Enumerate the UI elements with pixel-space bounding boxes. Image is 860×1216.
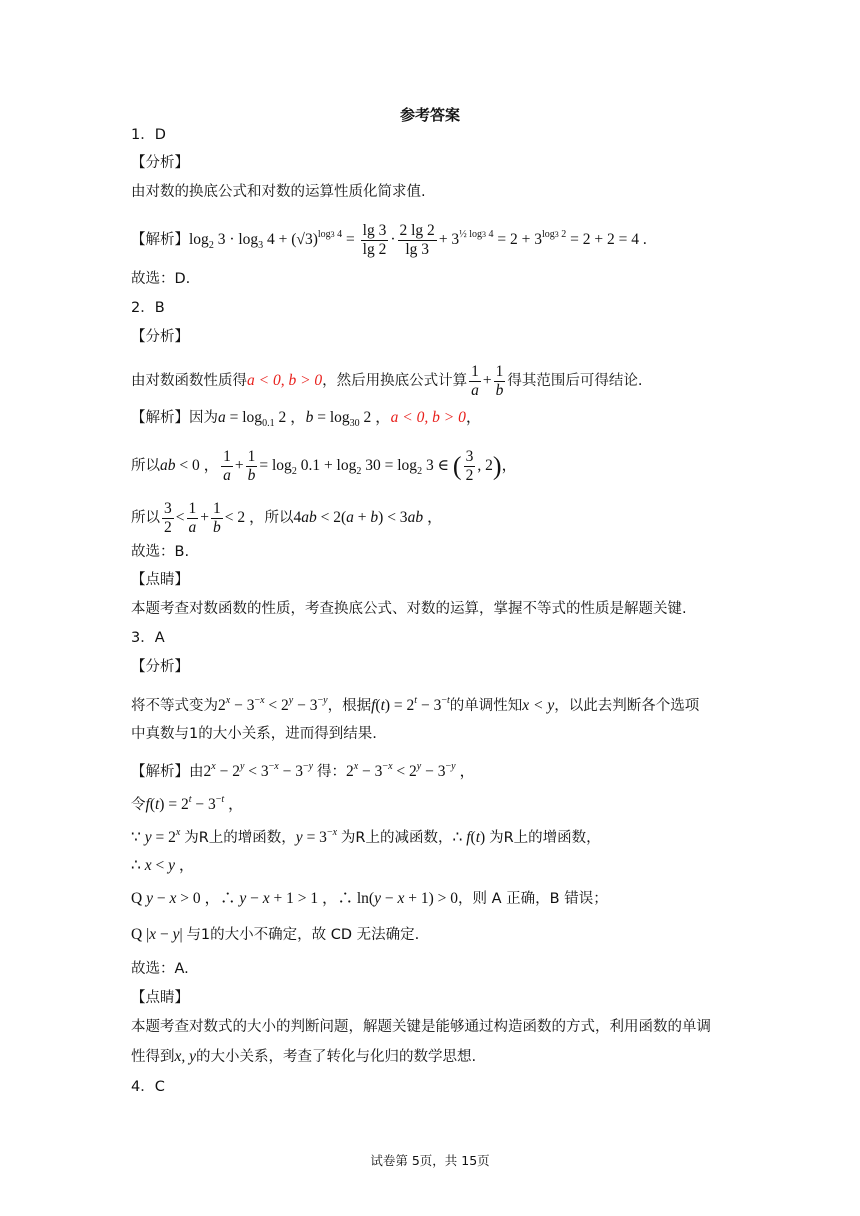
q3-solution-tag: 【解析】 bbox=[131, 764, 189, 780]
q3-solution-4: ∴ x < y ， bbox=[131, 857, 195, 874]
q3-de: 得： bbox=[316, 764, 346, 780]
q1-solution bbox=[131, 222, 731, 259]
q3-dianjing-line2a: 性得到 bbox=[131, 1049, 175, 1065]
q2-analysis-part-c: 得其范围后可得结论. bbox=[507, 373, 643, 390]
q1-choose: 故选：D. bbox=[131, 271, 191, 287]
q3-solution-6: Q |x − y| 与1的大小不确定，故 CD 无法确定. bbox=[131, 926, 420, 943]
q3-dec-text: 为R上的减函数， bbox=[340, 830, 453, 846]
q2-red-condition: a < 0, b > 0 bbox=[247, 372, 323, 390]
q3-analysis-part-a: 将不等式变为 bbox=[131, 698, 218, 714]
q3-choose: 故选：A. bbox=[131, 961, 189, 977]
q1-formula: $\log_2 3 \cdot \log_3 4 + (√3)^{log3 4}$ = $\frac{\lg 3}{\lg 2}$ · $\frac{2 \lg 2}{\lg 3}$ + $3^{\frac{1}{2} log3 4} = 2 + 3^{log3 2} = 2 + 2 = 4$ . bbox=[189, 222, 647, 258]
q3-judge-text: ，则 A 正确，B 错误； bbox=[458, 891, 608, 907]
q3-analysis-2: 中真数与1的大小关系，进而得到结果. bbox=[131, 726, 377, 742]
q2-because: 因为 bbox=[189, 410, 218, 426]
q2-dianjing-text: 本题考查对数函数的性质，考查换底公式、对数的运算，掌握不等式的性质是解题关键. bbox=[131, 601, 687, 617]
q2-suoyi-2: 所以 bbox=[131, 510, 160, 527]
q2-choose: 故选：B. bbox=[131, 544, 190, 560]
q1-analysis-tag: 【分析】 bbox=[131, 155, 189, 171]
q3-analysis-tag: 【分析】 bbox=[131, 659, 189, 675]
q2-suoyi-3: 所以 bbox=[264, 510, 294, 527]
q3-ling: 令 bbox=[131, 797, 146, 813]
q3-answer: 3．A bbox=[131, 630, 165, 646]
q2-solution-tag: 【解析】 bbox=[131, 410, 189, 426]
q4-answer: 4．C bbox=[131, 1079, 165, 1095]
q3-dianjing-line2b: 的大小关系，考查了转化与化归的数学思想. bbox=[196, 1049, 477, 1065]
q3-analysis-part-d: ，以此去判断各个选项 bbox=[554, 698, 700, 714]
q2-analysis-tag: 【分析】 bbox=[131, 329, 189, 345]
q1-solution-tag: 【解析】 bbox=[131, 232, 189, 249]
q3-inc-text-2: 为R上的增函数， bbox=[489, 830, 601, 846]
page-title: 参考答案 bbox=[399, 106, 460, 124]
q2-analysis-part-b: ，然后用换底公式计算 bbox=[322, 373, 468, 390]
q3-you: 由 bbox=[189, 764, 204, 780]
q3-analysis-part-b: ，根据 bbox=[327, 698, 372, 714]
q3-analysis-part-c: 的单调性知 bbox=[449, 698, 523, 714]
q3-solution-1: 【解析】由$2^x - 2^y < 3^{-x} - 3^{-y}$ 得：$2^x - 3^{-x} < 2^y - 3^{-y}$ ， bbox=[131, 761, 475, 780]
q2-frac-sum: $\frac{1}{a}$ + $\frac{1}{b}$ bbox=[471, 363, 504, 399]
q3-dianjing-tag: 【点睛】 bbox=[131, 990, 189, 1006]
q3-dianjing-line2: 性得到x, y的大小关系，考查了转化与化归的数学思想. bbox=[131, 1048, 477, 1065]
q3-solution-5: Q y − x > 0 ，∴ y − x + 1 > 1 ，∴ ln(y − x + 1) > 0，则 A 正确，B 错误； bbox=[131, 890, 608, 907]
q2-red-condition-2: a < 0, b > 0 bbox=[390, 409, 466, 426]
page-footer: 试卷第 5页，共 15页 bbox=[370, 1153, 490, 1168]
q2-answer: 2．B bbox=[131, 300, 165, 316]
q2-dianjing-tag: 【点睛】 bbox=[131, 572, 189, 588]
q2-analysis bbox=[131, 363, 731, 400]
q3-inc-text: 为R上的增函数， bbox=[184, 830, 296, 846]
q3-solution-2: 令$f(t) = 2^t - 3^{-t}$ ， bbox=[131, 794, 244, 813]
q1-analysis-text: 由对数的换底公式和对数的运算性质化简求值. bbox=[131, 184, 426, 200]
q2-suoyi-1: 所以 bbox=[131, 458, 160, 475]
q3-dianjing-line1: 本题考查对数式的大小的判断问题，解题关键是能够通过构造函数的方式，利用函数的单调 bbox=[131, 1019, 711, 1035]
q2-solution-1: 【解析】因为$a = \log_{0.1} 2$ ，$b = \log_{30} 2$ ，a < 0, b > 0， bbox=[131, 409, 482, 429]
q3-solution-3: ∵ $y = 2^x$ 为R上的增函数，$y = 3^{-x}$ 为R上的减函数，∴ f(t) 为R上的增函数， bbox=[131, 827, 601, 846]
q3-cd-text: 与1的大小不确定，故 CD 无法确定. bbox=[186, 927, 420, 943]
q2-solution-2: 所以ab < 0 ， $\frac{1}{a}$ + $\frac{1}{b}$ = $\log_2 0.1 + \log_2 30 = \log_2 3$ ∈ ( $\frac{3}{2}$ , 2)， bbox=[131, 448, 518, 484]
q2-solution-3: 所以 $\frac{3}{2}$ < $\frac{1}{a}$ + $\frac{1}{b}$ < 2 ，所以4ab < 2(a + b) < 3ab ， bbox=[131, 500, 443, 536]
q3-analysis-1: 将不等式变为$2^x - 3^{-x} < 2^y - 3^{-y}$，根据$f(t) = 2^t - 3^{-t}$的单调性知x < y，以此去判断各个选项 bbox=[131, 695, 700, 714]
q2-analysis-part-a: 由对数函数性质得 bbox=[131, 373, 247, 390]
q1-answer: 1．D bbox=[131, 127, 166, 143]
